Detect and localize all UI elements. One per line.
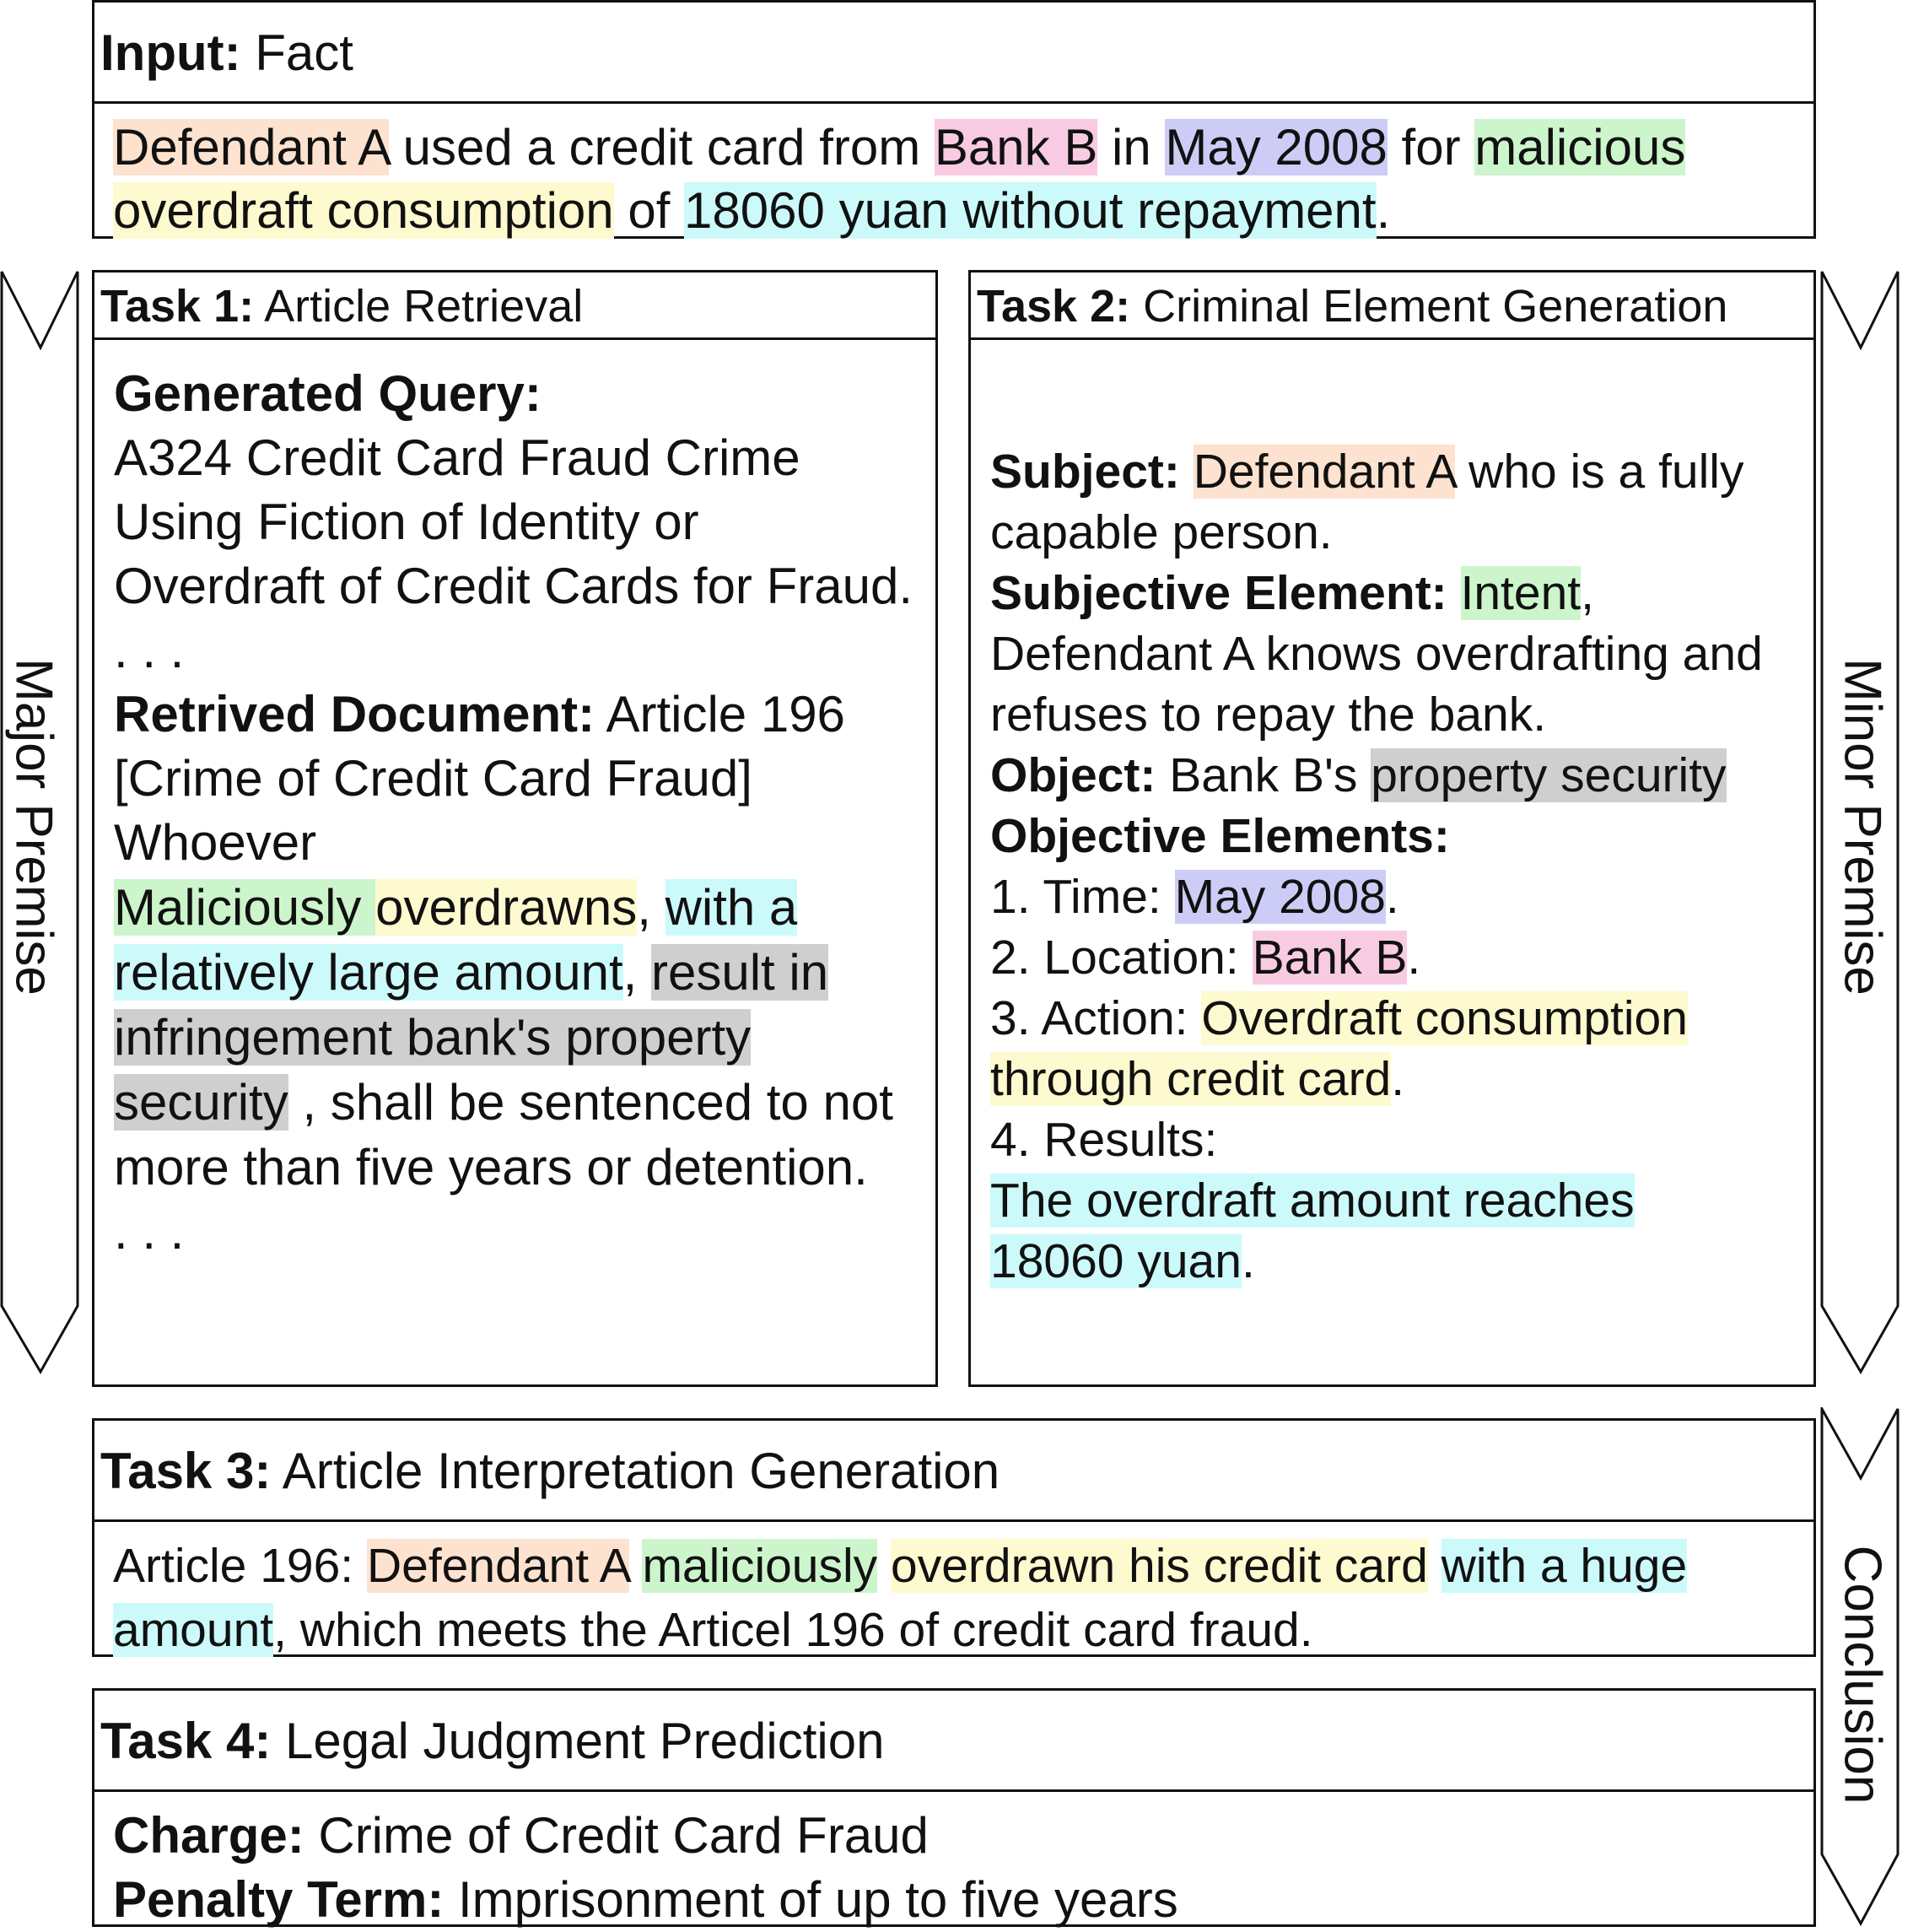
task2-title: Criminal Element Generation <box>1143 281 1728 332</box>
article-overdrawns: overdrawns <box>375 879 638 936</box>
fact-text <box>92 101 1816 239</box>
minor-premise-label: Minor Premise <box>1833 658 1892 996</box>
article-tail: , shall be sentenced to not more than five years or detention. <box>114 1074 893 1195</box>
fact-text-1: used a credit card from <box>388 119 935 175</box>
object-property: property security <box>1371 748 1727 802</box>
retrieved-document-label: Retrived Document: <box>114 686 595 742</box>
fact-text-6: . <box>1376 182 1391 239</box>
penalty-value: Imprisonment of up to five years <box>444 1871 1178 1928</box>
object-line <box>990 745 1813 806</box>
subject-label: Subject: <box>990 445 1180 499</box>
task3-content <box>92 1519 1816 1657</box>
fact-amount: 18060 yuan without repayment <box>684 182 1377 239</box>
generated-query-text: A324 Credit Card Fraud Crime Using Fiction of Identity or Overdraft of Credit Cards for Fraud. <box>114 429 913 614</box>
article-large-amount: with a relatively large amount <box>114 879 798 1001</box>
results-pre: 4. Results: <box>990 1113 1218 1167</box>
task1-title: Article Retrieval <box>264 281 584 332</box>
action-end: . <box>1391 1052 1405 1106</box>
fact-text-5: of <box>613 182 685 239</box>
results-end: . <box>1241 1234 1255 1288</box>
input-label: Input: <box>100 24 241 81</box>
subjective-tail: , Defendant A knows overdrafting and refuses to repay the bank. <box>990 566 1763 742</box>
interp-huge-amount: with a huge amount <box>113 1539 1688 1657</box>
task1-header <box>92 270 938 340</box>
penalty-label: Penalty Term: <box>113 1871 445 1928</box>
charge-value: Crime of Credit Card Fraud <box>304 1807 929 1864</box>
action-pre: 3. Action: <box>990 991 1202 1045</box>
fact-text-3: for <box>1387 119 1475 175</box>
task2-header <box>968 270 1816 340</box>
subject-space <box>1180 445 1194 499</box>
interp-tail: , which meets the Articel 196 of credit card fraud. <box>273 1603 1313 1657</box>
task3-label: Task 3: <box>100 1443 272 1499</box>
interp-pre: Article 196: <box>113 1539 367 1593</box>
fact-date: May 2008 <box>1165 119 1388 175</box>
retrieved-document-title: [Crime of Credit Card Fraud] <box>114 750 752 807</box>
subject-tail: who is a fully capable person. <box>990 445 1744 559</box>
subjective-space <box>1447 566 1461 620</box>
location-value: Bank B <box>1252 931 1408 985</box>
results-value: The overdraft amount reaches 18060 yuan <box>990 1174 1635 1288</box>
charge-label: Charge: <box>113 1807 304 1864</box>
interp-maliciously: maliciously <box>642 1539 878 1593</box>
location-line <box>990 927 1813 988</box>
fact-bank: Bank B <box>934 119 1098 175</box>
objective-label: Objective Elements: <box>990 809 1450 863</box>
object-label: Object: <box>990 748 1156 802</box>
interp-space-3 <box>1428 1539 1441 1593</box>
results-line <box>990 1170 1682 1292</box>
retrieved-document <box>114 683 935 747</box>
interp-space-2 <box>877 1539 891 1593</box>
ellipsis: . . . <box>114 622 185 678</box>
time-pre: 1. Time: <box>990 870 1175 924</box>
fact-malicious: malicious <box>1474 119 1686 175</box>
task3-header <box>92 1418 1816 1522</box>
task3-title: Article Interpretation Generation <box>282 1443 1000 1499</box>
location-pre: 2. Location: <box>990 931 1253 985</box>
fact-text-2: in <box>1097 119 1166 175</box>
charge-line <box>113 1804 1813 1868</box>
time-value: May 2008 <box>1174 870 1386 924</box>
time-end: . <box>1385 870 1399 924</box>
task4-label: Task 4: <box>100 1713 272 1769</box>
action-line <box>990 988 1749 1109</box>
article-comma-2: , <box>622 944 651 1001</box>
article-result: result in infringement bank's property security <box>114 944 829 1131</box>
object-pre: Bank B's <box>1156 748 1371 802</box>
action-value: Overdraft consumption through credit card <box>990 991 1688 1106</box>
article-whoever: Whoever <box>114 814 317 871</box>
subject-line <box>990 441 1800 563</box>
task1-label: Task 1: <box>100 281 255 332</box>
retrieved-document-article: Article 196 <box>595 686 845 742</box>
task4-title: Legal Judgment Prediction <box>285 1713 885 1769</box>
penalty-line <box>113 1868 1813 1932</box>
fact-defendant: Defendant A <box>113 119 389 175</box>
subjective-line <box>990 563 1800 745</box>
interp-overdrawn: overdrawn his credit card <box>891 1539 1428 1593</box>
ellipsis-2: . . . <box>114 1203 185 1260</box>
task1-content <box>92 337 938 1387</box>
interp-space-1 <box>629 1539 643 1593</box>
task2-content <box>968 337 1816 1387</box>
article-body <box>114 875 915 1200</box>
article-maliciously: Maliciously <box>114 879 376 936</box>
task4-header <box>92 1688 1816 1792</box>
conclusion-label: Conclusion <box>1833 1545 1892 1805</box>
fact-overdraft: overdraft consumption <box>113 182 614 239</box>
input-header <box>92 0 1816 104</box>
article-comma-1: , <box>637 879 666 936</box>
task2-label: Task 2: <box>977 281 1131 332</box>
generated-query-label: Generated Query: <box>114 365 542 422</box>
time-line <box>990 866 1813 927</box>
major-premise-label: Major Premise <box>4 658 63 996</box>
interp-defendant: Defendant A <box>366 1539 629 1593</box>
task4-content <box>92 1789 1816 1927</box>
subject-defendant: Defendant A <box>1193 445 1456 499</box>
location-end: . <box>1407 931 1421 985</box>
subjective-intent: Intent <box>1460 566 1582 620</box>
subjective-label: Subjective Element: <box>990 566 1447 620</box>
input-title: Fact <box>255 24 353 81</box>
